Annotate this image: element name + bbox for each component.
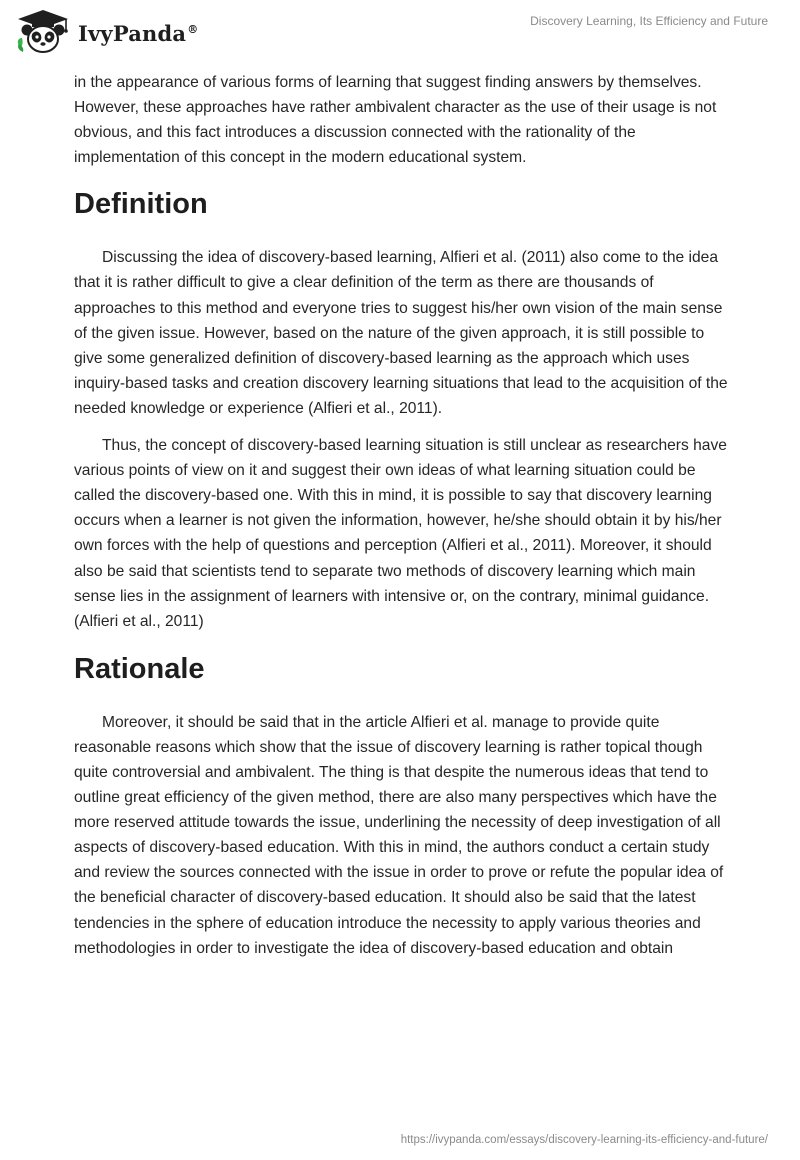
- section-heading-definition: Definition: [74, 188, 208, 221]
- panda-graduate-icon: [14, 8, 72, 56]
- definition-paragraph-2: Thus, the concept of discovery-based learning situation is still unclear as researchers have various points of view on it and suggest their own ideas of what learning situation could be called the discovery-based one. With this in mind, it is possible to say that discovery learning occurs when a learner is not given the information, however, he/she should obtain it by his/her own forces with the help of questions and perception (Alfieri et al., 2011). Moreover, it should also be said that scientists tend to separate two methods of discovery learning which main sense lies in the assignment of learners with intensive or, on the contrary, minimal guidance. (Alfieri et al., 2011): [74, 437, 727, 630]
- essay-content: [74, 70, 734, 961]
- registered-mark: ®: [187, 23, 199, 36]
- footer-url[interactable]: https://ivypanda.com/essays/discovery-learning-its-efficiency-and-future/: [400, 1134, 768, 1146]
- definition-paragraph-1: Discussing the idea of discovery-based learning, Alfieri et al. (2011) also come to the idea that it is rather difficult to give a clear definition of the term as there are thousands of approaches to this method and everyone tries to suggest his/her own vision of the main sense of the given issue. However, based on the nature of the given approach, it is still possible to give some generalized definition of discovery-based learning as the approach which uses inquiry-based tasks and creation discovery learning situations that lead to the acquisition of the needed knowledge or experience (Alfieri et al., 2011).: [74, 249, 728, 417]
- rationale-paragraph-1: Moreover, it should be said that in the article Alfieri et al. manage to provide quite reasonable reasons which show that the issue of discovery learning is rather topical though quite controversial and ambivalent. The thing is that despite the numerous ideas that tend to outline great efficiency of the given method, there are also many perspectives which have the more reserved attitude towards the issue, underlining the necessity of deep investigation of all aspects of discovery-based education. With this in mind, the authors conduct a certain study and review the sources connected with the issue in order to prove or refute the popular idea of the beneficial character of discovery-based education. It should also be said that the latest tendencies in the sphere of education introduce the necessity to apply various theories and methodologies in order to investigate the idea of discovery-based education and obtain: [74, 713, 724, 957]
- brand-name: [78, 21, 198, 46]
- section-heading-rationale: Rationale: [74, 652, 205, 685]
- ivypanda-logo[interactable]: [14, 8, 214, 58]
- brand-label: IvyPanda: [78, 21, 187, 46]
- page-header: [0, 0, 800, 64]
- running-title: Discovery Learning, Its Efficiency and Future: [530, 14, 768, 28]
- lead-paragraph: in the appearance of various forms of learning that suggest finding answers by themselves. However, these approaches have rather ambivalent character as the use of their usage is not obvious, and this fact introduces a discussion connected with the rationality of the implementation of this concept in the modern educational system.: [74, 74, 717, 167]
